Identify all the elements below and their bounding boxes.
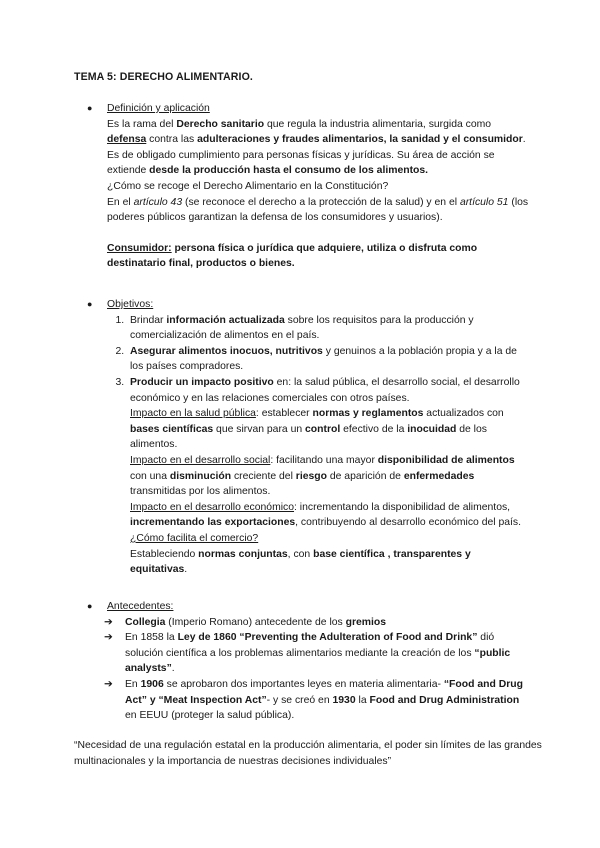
section-heading: Objetivos: bbox=[107, 299, 154, 310]
arrow-right-icon: ➔ bbox=[104, 632, 113, 644]
arrow-right-icon: ➔ bbox=[104, 616, 113, 628]
closing-quote: “Necesidad de una regulación estatal en la producción alimentaria, el poder sin límites de las grandes multinacionales y la importancia de nuestras decisiones individuales” bbox=[74, 740, 542, 767]
list-item: ➔ En 1858 la Ley de 1860 “Preventing the Adulteration of Food and Drink” dió solución científica a los problemas alimentarios mediante la creación de los “public analysts”. bbox=[104, 632, 511, 675]
question: ¿Cómo se recoge el Derecho Alimentario en la Constitución? bbox=[107, 180, 389, 192]
paragraph: Es de obligado cumplimiento para personas físicas y jurídicas. Su área de acción se extiende desde la producción hasta el consumo de los alimentos. bbox=[107, 149, 495, 177]
definition-consumidor: Consumidor: persona física o jurídica que adquiere, utiliza o disfruta como destinatario final, productos o bienes. bbox=[107, 242, 478, 270]
list-item: 3. Producir un impacto positivo en: la salud pública, el desarrollo social, el desarrollo económico y en las relaciones comerciales con otros países. Impacto en la salud pública: establecer normas y reglamentos actualizados con bases científicas que sirvan para un control efectivo de la inocuidad de los alimentos. Impacto en el desarrollo social: facilitando una mayor disponibilidad de alimentos con una disminución creciente del riesgo de aparición de enfermedades transmitidas por los alimentos. Impacto en el desarrollo económico: incrementando la disponibilidad de alimentos, incrementando las exportaciones, contribuyendo al desarrollo económico del país. ¿Cómo facilita el comercio? Estableciendo normas conjuntas, con base científica , transparentes y equitativas. bbox=[127, 375, 530, 578]
bullet-icon: ● bbox=[87, 601, 93, 611]
list-item: ➔ Collegia (Imperio Romano) antecedente de los gremios bbox=[90, 615, 530, 631]
section-objetivos bbox=[87, 297, 530, 578]
paragraph: En el artículo 43 (se reconoce el derecho a la protección de la salud) y en el artículo 51 (los poderes públicos garantizan la defensa de los consumidores y usuarios). bbox=[107, 196, 529, 224]
section-heading: Definición y aplicación bbox=[107, 103, 210, 114]
bullet-icon: ● bbox=[87, 299, 93, 309]
bullet-icon: ● bbox=[87, 103, 93, 113]
antecedentes-list bbox=[90, 615, 530, 724]
objectives-list bbox=[90, 313, 530, 578]
list-item: 1. Brindar información actualizada sobre los requisitos para la producción y comercialización de alimentos en el país. bbox=[127, 313, 530, 344]
section-heading: Antecedentes: bbox=[107, 601, 174, 612]
section-antecedentes bbox=[87, 599, 530, 724]
arrow-right-icon: ➔ bbox=[104, 678, 113, 690]
list-item: 2. Asegurar alimentos inocuos, nutritivos y genuinos a la población propia y a la de los países compradores. bbox=[127, 344, 530, 375]
paragraph: Es la rama del Derecho sanitario que regula la industria alimentaria, surgida como defensa contra las adulteraciones y fraudes alimentarios, la sanidad y el consumidor. bbox=[107, 118, 526, 146]
list-item: ➔ En 1906 se aprobaron dos importantes leyes en materia alimentaria- “Food and Drug Act” y “Meat Inspection Act”- y se creó en 1930 la Food and Drug Administration en EEUU (proteger la salud pública). bbox=[104, 678, 523, 722]
section-definicion bbox=[87, 101, 530, 272]
page-title: TEMA 5: DERECHO ALIMENTARIO. bbox=[74, 71, 253, 83]
